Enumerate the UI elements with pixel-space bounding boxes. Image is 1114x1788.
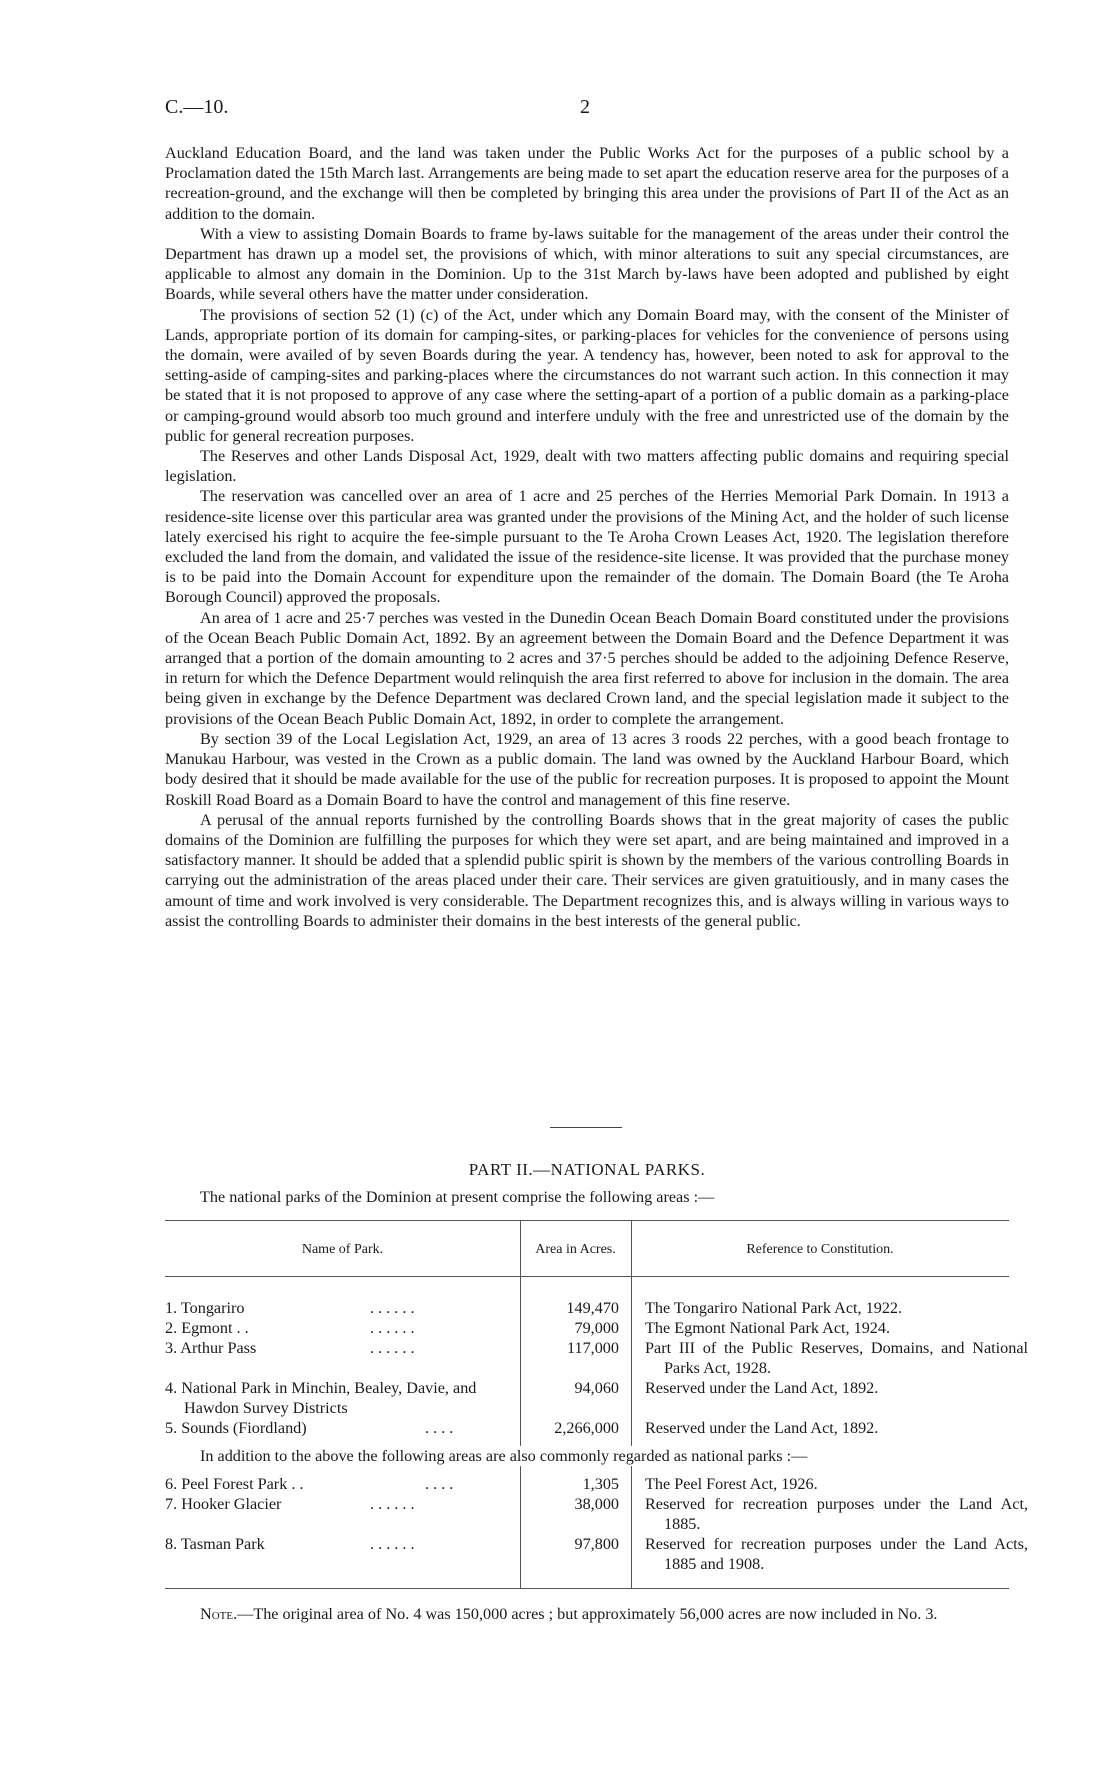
table-top-rule [165,1220,1009,1221]
park-name: 2. Egmont . . [165,1319,249,1337]
column-header-name: Name of Park. [301,1242,384,1257]
leader-dots: . . . . [425,1419,454,1437]
table-bottom-rule [165,1588,1009,1589]
park-area: 97,800 [574,1535,619,1553]
paragraph: With a view to assisting Domain Boards to frame by-laws suitable for the management of the areas under their control the Department has drawn up a model set, the provisions of which, with minor alterations to suit any special circumstances, are applicable to almost any domain in the Dominion. Up to the 31st March by-laws have been adopted and published by eight Boards, while several others have the matter under consideration. [165,224,1009,304]
park-area: 117,000 [566,1339,619,1357]
table-note [165,1604,1009,1624]
park-area: 2,266,000 [554,1419,619,1437]
leader-dots: . . . . . . [370,1535,415,1553]
body-text [165,143,1009,931]
park-reference: Reserved under the Land Act, 1892. [645,1419,879,1437]
park-reference: Reserved for recreation purposes under the Land Acts, 1885 and 1908. [645,1535,1028,1573]
park-name: 7. Hooker Glacier [165,1495,282,1513]
column-header-area: Area in Acres. [535,1242,616,1257]
park-name: 6. Peel Forest Park . . [165,1475,304,1493]
park-reference: Reserved for recreation purposes under the Land Act, 1885. [645,1495,1028,1533]
leader-dots: . . . . . . [370,1299,415,1317]
park-reference: The Egmont National Park Act, 1924. [645,1319,891,1337]
column-header-reference: Reference to Constitution. [746,1242,894,1257]
park-reference: Part III of the Public Reserves, Domains, and National Parks Act, 1928. [645,1339,1028,1377]
park-area: 149,470 [566,1299,619,1317]
park-name: 5. Sounds (Fiordland) [165,1419,307,1437]
section-title: PART II.—NATIONAL PARKS. [468,1160,706,1179]
paragraph: The Reserves and other Lands Disposal Act, 1929, dealt with two matters affecting public domains and requiring special legislation. [165,447,1009,486]
park-area: 38,000 [574,1495,619,1513]
park-name: 1. Tongariro [165,1299,245,1317]
note-label: Note. [200,1605,238,1623]
park-name: 3. Arthur Pass [165,1339,257,1357]
paragraph: Auckland Education Board, and the land was taken under the Public Works Act for the purposes of a public school by a Proclamation dated the 15th March last. Arrangements are being made to set apart the education reserve area for the purposes of a recreation-ground, and the exchange will then be completed by bringing this area under the provisions of Part II of the Act as an addition to the domain. [165,144,1009,223]
park-reference: The Peel Forest Act, 1926. [645,1475,818,1493]
leader-dots: . . . . . . [370,1319,415,1337]
park-reference: The Tongariro National Park Act, 1922. [645,1299,903,1317]
leader-dots: . . . . [425,1475,454,1493]
leader-dots: . . . . . . [370,1495,415,1513]
park-name: 8. Tasman Park [165,1535,265,1553]
paragraph: An area of 1 acre and 25·7 perches was vested in the Dunedin Ocean Beach Domain Board constituted under the provisions of the Ocean Beach Public Domain Act, 1892. By an agreement between the Domain Board and the Defence Department it was arranged that a portion of the domain amounting to 2 acres and 37·5 perches should be added to the adjoining Defence Reserve, in return for which the Defence Department would relinquish the area first referred to above for inclusion in the domain. The area being given in exchange by the Defence Department was declared Crown land, and the special legislation made it subject to the provisions of the Ocean Beach Public Domain Act, 1892, in order to complete the arrangement. [165,608,1009,728]
document-code: C.—10. [165,96,229,118]
park-area: 1,305 [582,1475,619,1493]
national-parks-table [165,1220,1028,1590]
table-interlude: In addition to the above the following areas are also commonly regarded as national parks :— [200,1446,1009,1466]
park-reference: Reserved under the Land Act, 1892. [645,1379,879,1397]
column-divider [631,1220,632,1588]
leader-dots: . . . . . . [370,1339,415,1357]
table-header-rule [165,1276,1009,1277]
paragraph: A perusal of the annual reports furnished by the controlling Boards shows that in the great majority of cases the public domains of the Dominion are fulfilling the purposes for which they were set apart, and are being maintained and improved in a satisfactory manner. It should be added that a splendid public spirit is shown by the members of the various controlling Boards in carrying out the administration of the areas placed under their care. Their services are given gratuitiously, and in many cases the amount of time and work involved is very considerable. The Department recognizes this, and is always willing in various ways to assist the controlling Boards to administer their domains in the best interests of the general public. [165,810,1009,930]
table-intro: The national parks of the Dominion at present comprise the following areas :— [200,1188,715,1206]
section-divider [550,1127,622,1128]
park-name: 4. National Park in Minchin, Bealey, Davie, and Hawdon Survey Districts [165,1379,477,1417]
park-area: 79,000 [574,1319,619,1337]
park-area: 94,060 [574,1379,619,1397]
note-text: —The original area of No. 4 was 150,000 acres ; but approximately 56,000 acres are now included in No. 3. [237,1605,938,1623]
page-header [165,96,1009,126]
paragraph: The reservation was cancelled over an area of 1 acre and 25 perches of the Herries Memorial Park Domain. In 1913 a residence-site license over this particular area was granted under the provisions of the Mining Act, and the holder of such license lately exercised his right to acquire the fee-simple pursuant to the Te Aroha Crown Leases Act, 1920. The legislation therefore excluded the land from the domain, and validated the issue of the residence-site license. It was provided that the purchase money is to be paid into the Domain Account for expenditure upon the remainder of the domain. The Domain Board (the Te Aroha Borough Council) approved the proposals. [165,487,1009,607]
paragraph: By section 39 of the Local Legislation Act, 1929, an area of 13 acres 3 roods 22 perches, with a good beach frontage to Manukau Harbour, was vested in the Crown as a public domain. The land was owned by the Auckland Harbour Board, which body desired that it should be made available for the use of the public for recreation purposes. It is proposed to appoint the Mount Roskill Road Board as a Domain Board to have the control and management of this fine reserve. [165,729,1009,809]
page-number: 2 [580,96,590,118]
paragraph: The provisions of section 52 (1) (c) of the Act, under which any Domain Board may, with the consent of the Minister of Lands, appropriate portion of its domain for camping-sites, or parking-places for vehicles for the convenience of persons using the domain, were availed of by seven Boards during the year. A tendency has, however, been noted to ask for approval to the setting-aside of camping-sites and parking-places where the circumstances do not warrant such action. In this connection it may be stated that it is not proposed to approve of any case where the setting-apart of a portion of a public domain as a parking-place or camping-ground would absorb too much ground and interfere unduly with the free and unrestricted use of the domain by the public for general recreation purposes. [165,305,1009,445]
